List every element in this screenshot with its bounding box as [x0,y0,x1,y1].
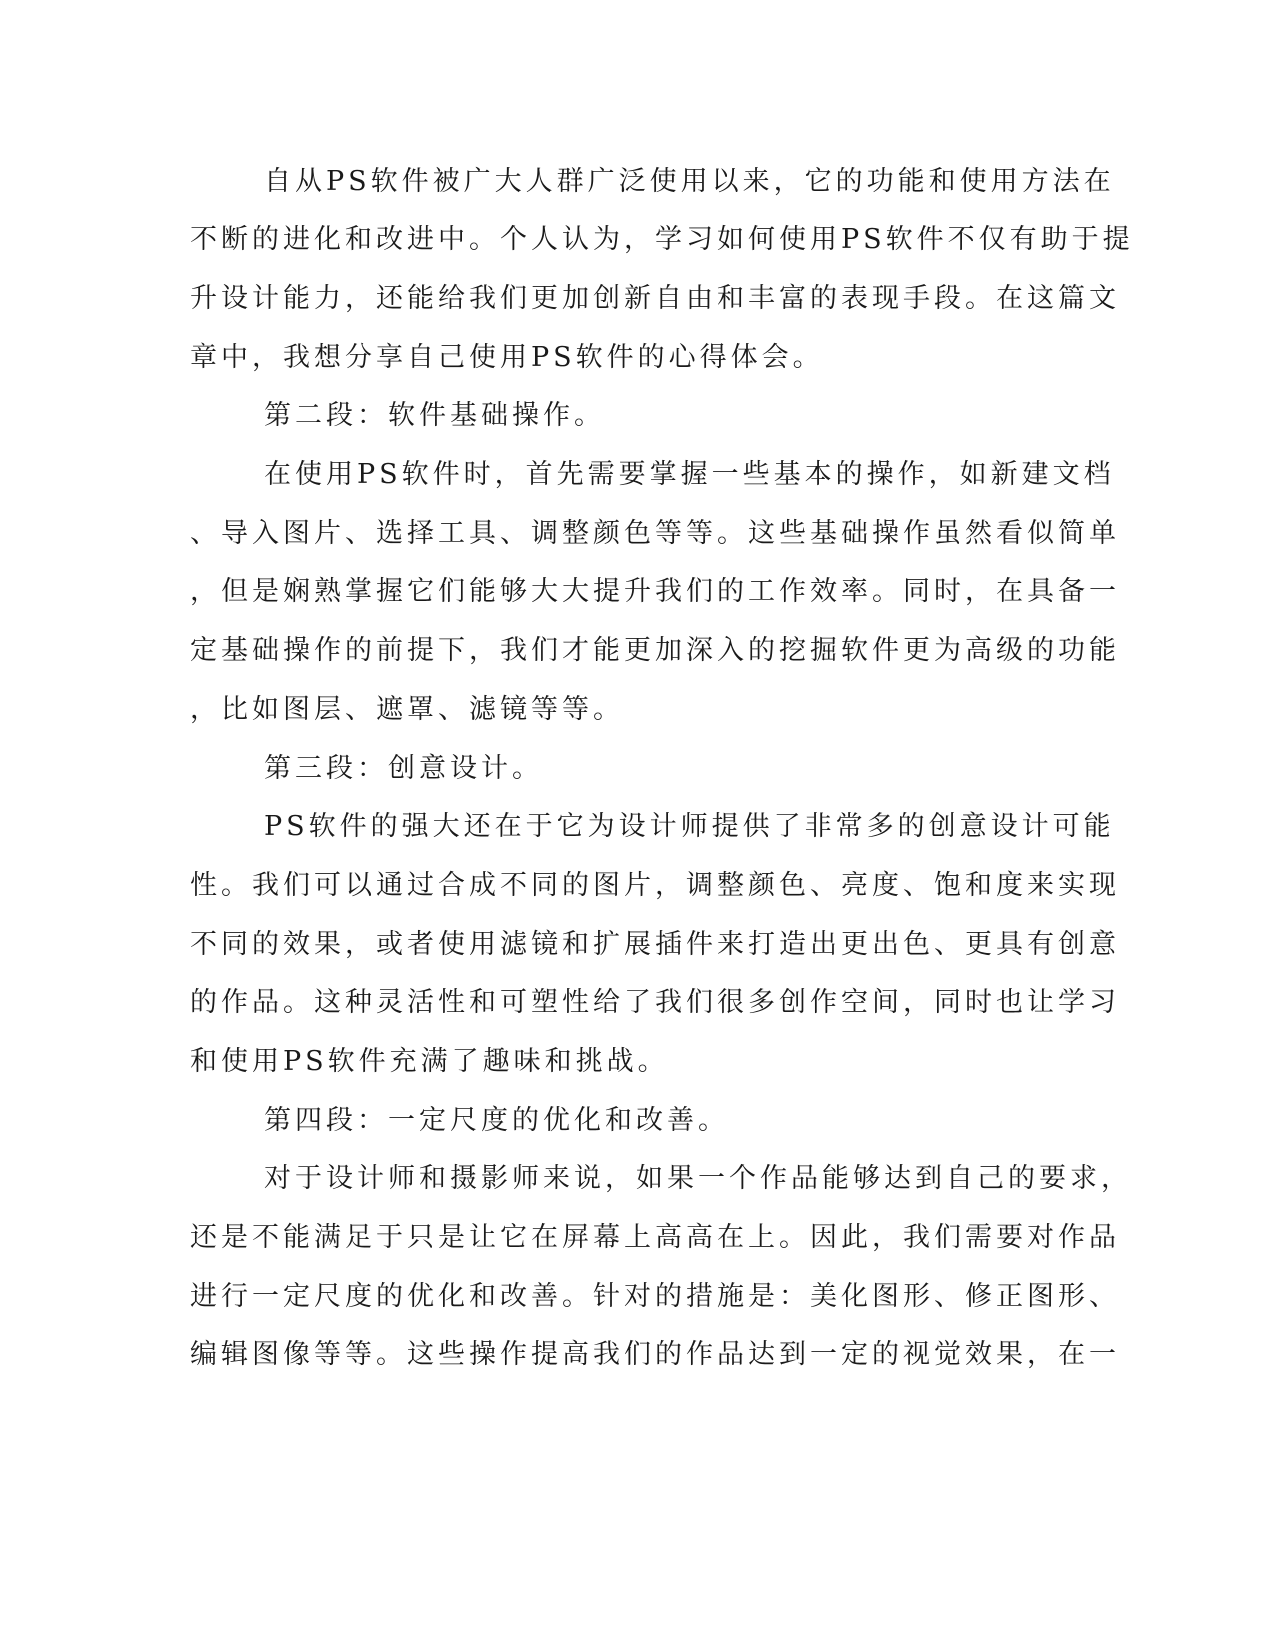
paragraph-4-line-1: 对于设计师和摄影师来说，如果一个作品能够达到自己的要求， [264,1163,1132,1194]
paragraph-3-line-2: 性。我们可以通过合成不同的图片，调整颜色、亮度、饱和度来实现 [190,870,1120,901]
paragraph-4-line-4: 编辑图像等等。这些操作提高我们的作品达到一定的视觉效果，在一 [190,1339,1120,1370]
section-heading-2: 第二段：软件基础操作。 [264,400,605,431]
paragraph-3-line-5: 和使用PS软件充满了趣味和挑战。 [190,1046,669,1077]
paragraph-2-line-4: 定基础操作的前提下，我们才能更加深入的挖掘软件更为高级的功能 [190,635,1120,666]
section-heading-4: 第四段：一定尺度的优化和改善。 [264,1105,729,1136]
paragraph-1-line-3: 升设计能力，还能给我们更加创新自由和丰富的表现手段。在这篇文 [190,283,1120,314]
paragraph-2-line-5: ，比如图层、遮罩、滤镜等等。 [190,694,624,725]
paragraph-3-line-4: 的作品。这种灵活性和可塑性给了我们很多创作空间，同时也让学习 [190,987,1120,1018]
paragraph-2-line-1: 在使用PS软件时，首先需要掌握一些基本的操作，如新建文档 [264,459,1115,490]
section-heading-3: 第三段：创意设计。 [264,753,543,784]
paragraph-4-line-3: 进行一定尺度的优化和改善。针对的措施是：美化图形、修正图形、 [190,1281,1120,1312]
paragraph-3-line-1: PS软件的强大还在于它为设计师提供了非常多的创意设计可能 [264,811,1115,842]
paragraph-1-line-4: 章中，我想分享自己使用PS软件的心得体会。 [190,342,824,373]
paragraph-4-line-2: 还是不能满足于只是让它在屏幕上高高在上。因此，我们需要对作品 [190,1222,1120,1253]
paragraph-3-line-3: 不同的效果，或者使用滤镜和扩展插件来打造出更出色、更具有创意 [190,929,1120,960]
paragraph-2-line-2: 、导入图片、选择工具、调整颜色等等。这些基础操作虽然看似简单 [190,518,1120,549]
paragraph-2-line-3: ，但是娴熟掌握它们能够大大提升我们的工作效率。同时，在具备一 [190,576,1120,607]
paragraph-1-line-1: 自从PS软件被广大人群广泛使用以来，它的功能和使用方法在 [264,166,1115,197]
paragraph-1-line-2: 不断的进化和改进中。个人认为，学习如何使用PS软件不仅有助于提 [190,224,1134,255]
